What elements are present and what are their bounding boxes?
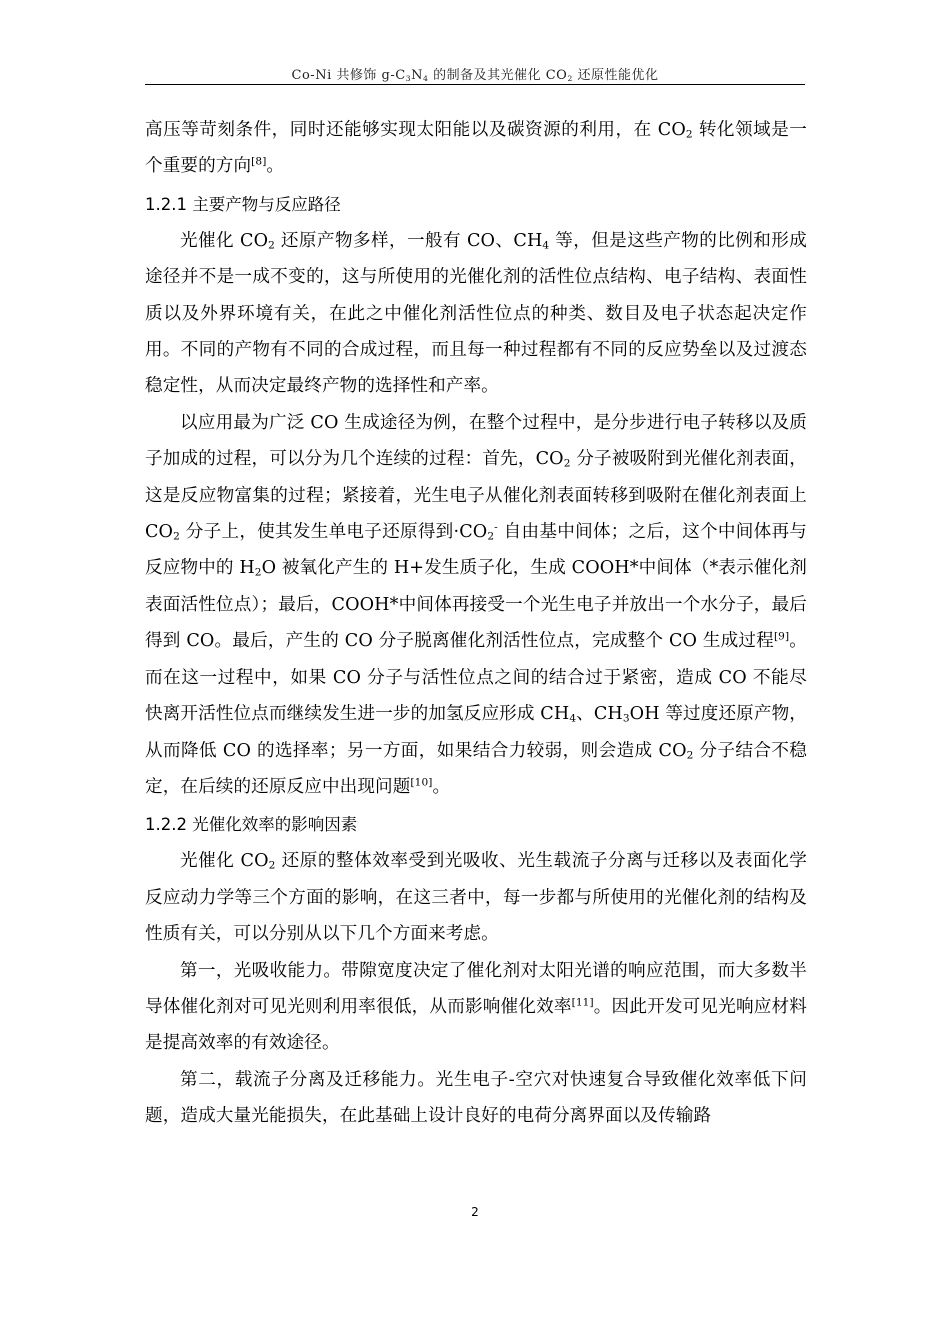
paragraph-light-absorption: 第一，光吸收能力。带隙宽度决定了催化剂对太阳光谱的响应范围，而大多数半导体催化剂对可见光则利用率很低，从而影响催化效率[11]。因此开发可见光响应材料是提高效率的有效途径。 bbox=[145, 960, 807, 1054]
paragraph-carrier-separation: 第二，载流子分离及迁移能力。光生电子-空穴对快速复合导致催化效率低下问题，造成大量光能损失，在此基础上设计良好的电荷分离界面以及传输路 bbox=[145, 1069, 807, 1127]
paragraph-efficiency: 光催化 $CO_2$ 还原的整体效率受到光吸收、光生载流子分离与迁移以及表面化学反应动力学等三个方面的影响，在这三者中，每一步都与所使用的光催化剂的结构及性质有关，可以分别从以下几个方面来考虑。 bbox=[145, 851, 807, 945]
document-body bbox=[145, 112, 807, 1135]
section-heading-1-2-2: 1.2.2 光催化效率的影响因素 bbox=[145, 815, 358, 835]
paragraph-products: 光催化 $CO_2$ 还原产物多样，一般有 CO、$CH_4$ 等，但是这些产物的比例和形成途径并不是一成不变的，这与所使用的光催化剂的活性位点结构、电子结构、表面性质以及外界环境有关，在此之中催化剂活性位点的种类、数目及电子状态起决定作用。不同的产物有不同的合成过程，而且每一种过程都有不同的反应势垒以及过渡态稳定性，从而决定最终产物的选择性和产率。 bbox=[145, 230, 807, 397]
header-rule bbox=[145, 84, 805, 85]
section-heading-1-2-1: 1.2.1 主要产物与反应路径 bbox=[145, 194, 341, 214]
paragraph-co-pathway: 以应用最为广泛 CO 生成途径为例，在整个过程中，是分步进行电子转移以及质子加成的过程，可以分为几个连续的过程：首先，$CO_2$ 分子被吸附到光催化剂表面，这是反应物富集的过程；紧接着，光生电子从催化剂表面转移到吸附在催化剂表面上 $CO_2$ 分子上，使其发生单电子还原得到$\cdot CO_2^-$ 自由基中间体；之后，这个中间体再与反应物中的 $H_2O$ 被氧化产生的 H+发生质子化，生成 COOH*中间体（*表示催化剂表面活性位点）；最后，COOH*中间体再接受一个光生电子并放出一个水分子，最后得到 CO。最后，产生的 CO 分子脱离催化剂活性位点，完成整个 CO 生成过程[9]。而在这一过程中，如果 CO 分子与活性位点之间的结合过于紧密，造成 CO 不能尽快离开活性位点而继续发生进一步的加氢反应形成 $CH_4$、$CH_3OH$ 等过度还原产物，从而降低 CO 的选择率；另一方面，如果结合力较弱，则会造成 $CO_2$ 分子结合不稳定，在后续的还原反应中出现问题[10]。 bbox=[145, 412, 808, 797]
page-number: 2 bbox=[471, 1205, 479, 1219]
paragraph-continued: 高压等苛刻条件，同时还能够实现太阳能以及碳资源的利用，在 $CO_2$ 转化领域是一个重要的方向[8]。 bbox=[145, 120, 807, 177]
running-header: Co-Ni 共修饰 $g-C_3N_4$ 的制备及其光催化 $CO_2$ 还原性能优化 bbox=[291, 68, 659, 83]
